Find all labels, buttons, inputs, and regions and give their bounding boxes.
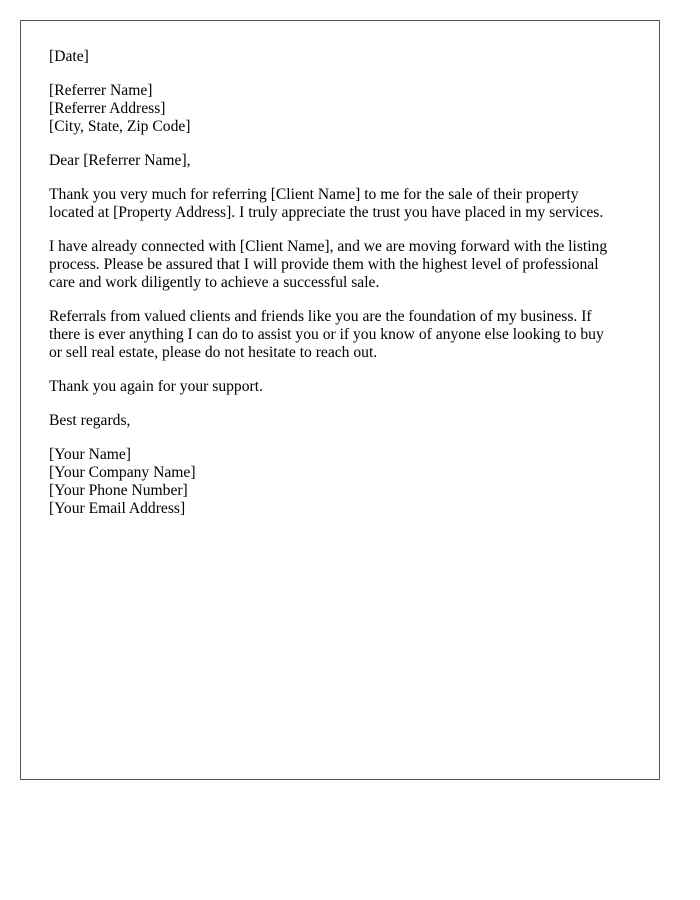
body-paragraph-3-line-1: Referrals from valued clients and friends like you are the foundation of my business. If [49, 308, 592, 325]
letter-frame [20, 20, 660, 780]
referrer-city-state-zip-line: [City, State, Zip Code] [49, 118, 191, 135]
closing-block [49, 412, 634, 430]
body-paragraph-1 [49, 186, 634, 222]
letter-content [49, 48, 634, 534]
signature-email-line: [Your Email Address] [49, 500, 186, 517]
body-paragraph-3-line-3: or sell real estate, please do not hesitate to reach out. [49, 344, 378, 361]
signature-name-line: [Your Name] [49, 446, 132, 463]
body-paragraph-2-line-2: process. Please be assured that I will provide them with the highest level of professional [49, 256, 599, 273]
date-line: [Date] [49, 48, 89, 65]
body-paragraph-2 [49, 238, 634, 292]
body-paragraph-2-line-1: I have already connected with [Client Name], and we are moving forward with the listing [49, 238, 608, 255]
referrer-address-line: [Referrer Address] [49, 100, 166, 117]
salutation-block [49, 152, 634, 170]
referrer-address-block [49, 82, 634, 136]
body-paragraph-2-line-3: care and work diligently to achieve a successful sale. [49, 274, 380, 291]
body-paragraph-3-line-2: there is ever anything I can do to assist you or if you know of anyone else looking to buy [49, 326, 604, 343]
body-paragraph-1-line-1: Thank you very much for referring [Client Name] to me for the sale of their property [49, 186, 579, 203]
signature-phone-line: [Your Phone Number] [49, 482, 188, 499]
closing: Best regards, [49, 412, 131, 429]
body-paragraph-1-line-2: located at [Property Address]. I truly appreciate the trust you have placed in my services. [49, 204, 604, 221]
body-paragraph-4-line-1: Thank you again for your support. [49, 378, 263, 395]
body-paragraph-3 [49, 308, 634, 362]
body-paragraph-4 [49, 378, 634, 396]
referrer-name-line: [Referrer Name] [49, 82, 153, 99]
salutation: Dear [Referrer Name], [49, 152, 191, 169]
date-block [49, 48, 634, 66]
signature-company-line: [Your Company Name] [49, 464, 196, 481]
signature-block [49, 446, 634, 518]
